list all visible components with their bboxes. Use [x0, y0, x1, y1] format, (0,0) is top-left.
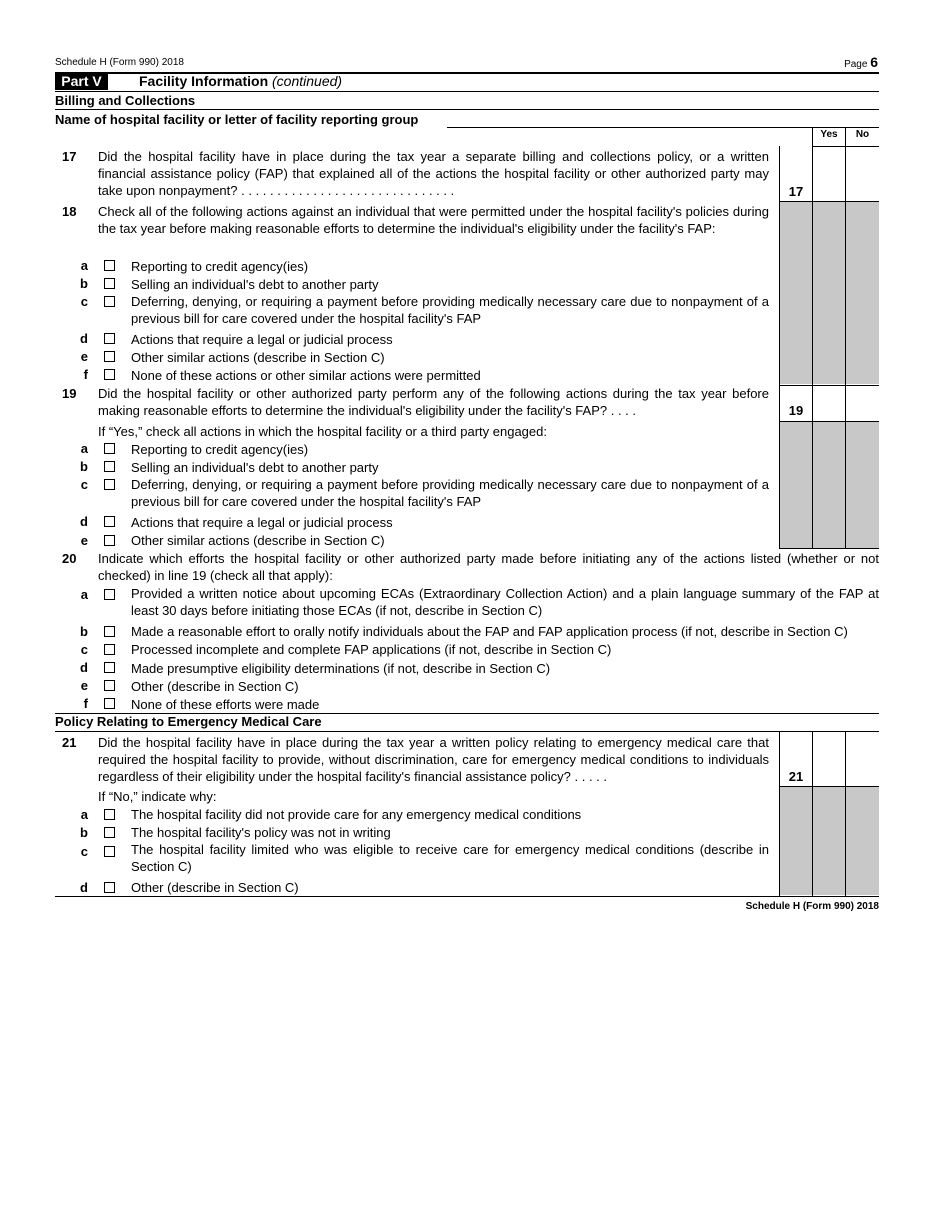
line-19e-text: Other similar actions (describe in Section C) [131, 533, 385, 548]
line-19e-checkbox[interactable] [104, 535, 115, 546]
page-number [844, 54, 878, 70]
section-emergency-heading: Policy Relating to Emergency Medical Care [55, 714, 322, 729]
line-19d-text: Actions that require a legal or judicial process [131, 515, 393, 530]
line-21a-text: The hospital facility did not provide care for any emergency medical conditions [131, 807, 582, 822]
line-21-dots: . . . . . [574, 769, 608, 784]
line-20a-text: Provided a written notice about upcoming ECAs (Extraordinary Collection Action) and a plain language summary of the FAP at least 30 days before initiating those ECAs (if not, describe in Section C) [131, 586, 879, 618]
facility-name-input[interactable] [447, 127, 879, 128]
line-19b-text: Selling an individual's debt to another party [131, 460, 379, 475]
line-19c-text: Deferring, denying, or requiring a payment before providing medically necessary care due to nonpayment of a previous bill for care covered under the hospital facility's FAP [131, 477, 769, 509]
section-billing-heading: Billing and Collections [55, 93, 196, 108]
line-18c-checkbox[interactable] [104, 296, 115, 307]
line-18a-letter: a [80, 258, 88, 273]
line-19c-letter: c [80, 477, 88, 492]
line-18c-letter: c [80, 294, 88, 309]
line-20-number: 20 [62, 551, 77, 566]
line-21-no-box[interactable] [846, 732, 879, 786]
line-20e-text: Other (describe in Section C) [131, 679, 299, 694]
line-21a-checkbox[interactable] [104, 809, 115, 820]
line-21-shaded-area [780, 787, 879, 895]
line-19-question: Did the hospital facility or other authorized party perform any of the following actions during the tax year before making reasonable efforts to determine the individual's eligibility under the facility's FAP? [98, 386, 769, 418]
line-19b-checkbox[interactable] [104, 461, 115, 472]
line-19-shaded-area [780, 422, 879, 548]
line-18a-text: Reporting to credit agency(ies) [131, 259, 309, 274]
line-18f-text: None of these actions or other similar actions were permitted [131, 368, 481, 383]
line-19a-text: Reporting to credit agency(ies) [131, 442, 309, 457]
line-18d-text: Actions that require a legal or judicial process [131, 332, 393, 347]
line-20-text: Indicate which efforts the hospital facility or other authorized party made before initiating any of the actions listed (whether or not checked) in line 19 (check all that apply): [98, 551, 879, 583]
line-21c-text: The hospital facility limited who was eligible to receive care for emergency medical conditions (describe in Section C) [131, 842, 769, 874]
line-19-number: 19 [62, 386, 77, 401]
line-20d-letter: d [80, 660, 88, 675]
line-20b-checkbox[interactable] [104, 626, 115, 637]
part-title-text: Facility Information [139, 73, 269, 89]
line-19-yes-box[interactable] [813, 386, 845, 421]
line-20c-checkbox[interactable] [104, 644, 115, 655]
line-17-number: 17 [62, 149, 77, 164]
line-21c-checkbox[interactable] [104, 846, 115, 857]
form-name-header: Schedule H (Form 990) 2018 [55, 57, 184, 68]
line-19a-checkbox[interactable] [104, 443, 115, 454]
page-label: Page [844, 59, 868, 70]
line-19-box-label: 19 [788, 403, 804, 418]
line-21b-text: The hospital facility's policy was not in writing [131, 825, 391, 840]
line-21-box-label: 21 [788, 769, 804, 784]
line-19-if-yes: If “Yes,” check all actions in which the hospital facility or a third party engaged: [98, 424, 547, 439]
line-21b-checkbox[interactable] [104, 827, 115, 838]
line-19b-letter: b [80, 459, 88, 474]
line-20f-letter: f [83, 696, 88, 711]
line-21-yes-box[interactable] [813, 732, 845, 786]
line-21-number: 21 [62, 735, 77, 750]
line-18c-text: Deferring, denying, or requiring a payment before providing medically necessary care due to nonpayment of a previous bill for care covered under the hospital facility's FAP [131, 294, 769, 326]
line-18e-text: Other similar actions (describe in Section C) [131, 350, 385, 365]
line-17-text [98, 148, 769, 199]
line-19-dots: . . . . [610, 403, 637, 418]
line-21-question: Did the hospital facility have in place during the tax year a written policy relating to emergency medical care that required the hospital facility to provide, without discrimination, care for emergency medical conditions to individuals regardless of their eligibility under the hospital facility's financial assistance policy? [98, 735, 769, 784]
line-17-dots: . . . . . . . . . . . . . . . . . . . . . . . . . . . . . . [241, 183, 455, 198]
line-21d-text: Other (describe in Section C) [131, 880, 299, 895]
line-18a-checkbox[interactable] [104, 260, 115, 271]
line-18b-letter: b [80, 276, 88, 291]
line-19c-checkbox[interactable] [104, 479, 115, 490]
line-18f-checkbox[interactable] [104, 369, 115, 380]
part-label: Part V [55, 73, 108, 90]
line-20a-checkbox[interactable] [104, 589, 115, 600]
part-title [139, 73, 342, 90]
page-num-value: 6 [870, 54, 878, 70]
line-18b-text: Selling an individual's debt to another party [131, 277, 379, 292]
line-19d-letter: d [80, 514, 88, 529]
line-17-no-box[interactable] [846, 147, 879, 201]
form-name-footer: Schedule H (Form 990) 2018 [745, 901, 879, 912]
no-column-header: No [855, 129, 870, 140]
line-20d-checkbox[interactable] [104, 662, 115, 673]
line-21b-letter: b [80, 825, 88, 840]
line-20b-text: Made a reasonable effort to orally notify individuals about the FAP and FAP application process (if not, describe in Section C) [131, 624, 848, 639]
line-20c-letter: c [80, 642, 88, 657]
line-18e-checkbox[interactable] [104, 351, 115, 362]
line-18d-letter: d [80, 331, 88, 346]
line-19d-checkbox[interactable] [104, 516, 115, 527]
line-17-box-label: 17 [788, 184, 804, 199]
part-title-suffix: (continued) [272, 73, 343, 89]
line-17-yes-box[interactable] [813, 147, 845, 201]
line-18-number: 18 [62, 204, 77, 219]
line-20c-text: Processed incomplete and complete FAP applications (if not, describe in Section C) [131, 642, 612, 657]
line-20f-checkbox[interactable] [104, 698, 115, 709]
line-20b-letter: b [80, 624, 88, 639]
line-20f-text: None of these efforts were made [131, 697, 320, 712]
line-18d-checkbox[interactable] [104, 333, 115, 344]
line-21d-checkbox[interactable] [104, 882, 115, 893]
line-20d-text: Made presumptive eligibility determinations (if not, describe in Section C) [131, 661, 551, 676]
facility-name-label: Name of hospital facility or letter of facility reporting group [55, 112, 419, 127]
yes-column-header: Yes [820, 129, 838, 140]
line-20e-checkbox[interactable] [104, 680, 115, 691]
line-19-text [98, 385, 769, 419]
line-21-text [98, 734, 769, 785]
line-19e-letter: e [80, 533, 88, 548]
line-17-question: Did the hospital facility have in place during the tax year a separate billing and collections policy, or a written financial assistance policy (FAP) that explained all of the actions the hospital facility or other authorized party may take upon nonpayment? [98, 149, 769, 198]
line-18b-checkbox[interactable] [104, 278, 115, 289]
line-18-text: Check all of the following actions against an individual that were permitted under the hospital facility's policies during the tax year before making reasonable efforts to determine the individual's eligibility under the facility's FAP: [98, 204, 769, 236]
line-21-if-no: If “No,” indicate why: [98, 789, 217, 804]
line-18e-letter: e [80, 349, 88, 364]
line-21c-letter: c [80, 844, 88, 859]
line-18f-letter: f [83, 367, 88, 382]
line-20a-letter: a [80, 587, 88, 602]
line-21a-letter: a [80, 807, 88, 822]
line-20e-letter: e [80, 678, 88, 693]
line-21d-letter: d [80, 880, 88, 895]
line-19-no-box[interactable] [846, 386, 879, 421]
line-19a-letter: a [80, 441, 88, 456]
line-18-shaded-area [780, 202, 879, 384]
